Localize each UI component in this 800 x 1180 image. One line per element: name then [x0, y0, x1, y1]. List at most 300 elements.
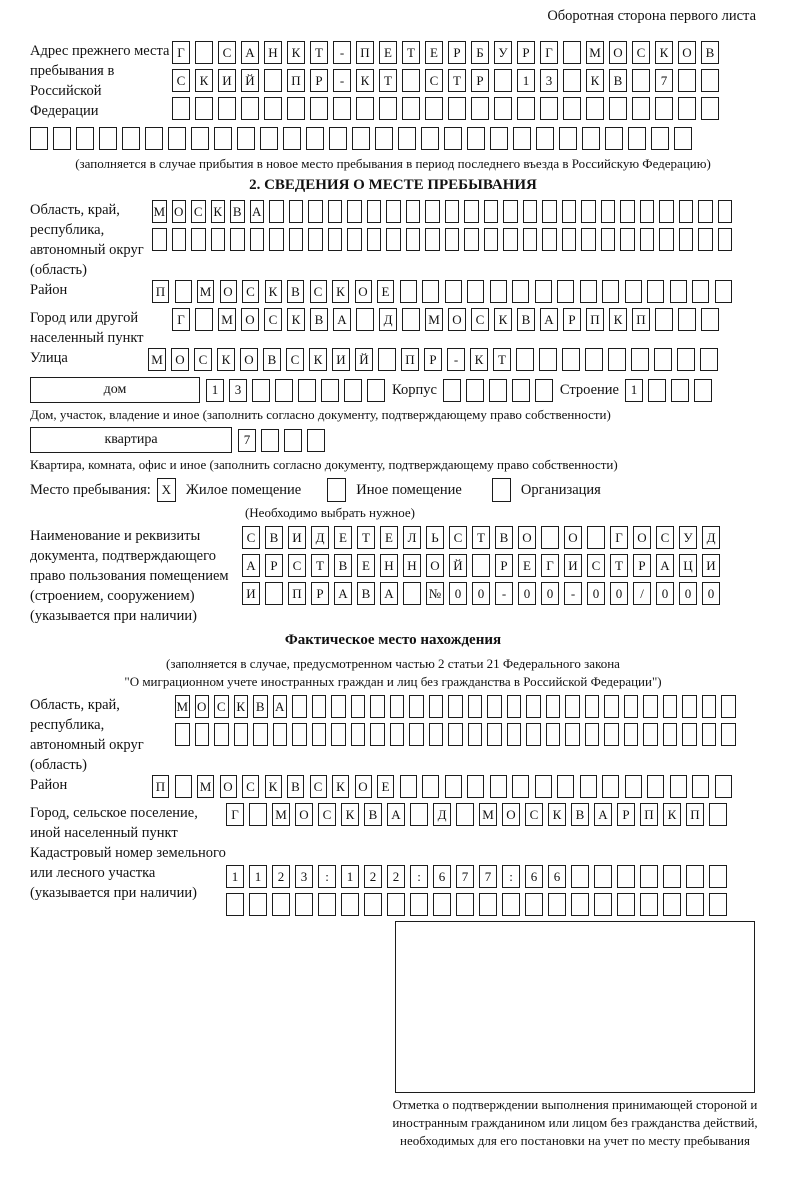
- char-box[interactable]: [655, 97, 673, 120]
- char-box[interactable]: [191, 127, 209, 150]
- char-box[interactable]: [295, 893, 313, 916]
- char-box[interactable]: [721, 695, 736, 718]
- char-box[interactable]: К: [332, 280, 349, 303]
- char-box[interactable]: [670, 775, 687, 798]
- char-box[interactable]: [249, 803, 267, 826]
- char-box[interactable]: [562, 228, 577, 251]
- char-box[interactable]: [390, 723, 405, 746]
- char-box[interactable]: Д: [311, 526, 329, 549]
- char-box[interactable]: 2: [387, 865, 405, 888]
- char-box[interactable]: [663, 865, 681, 888]
- char-box[interactable]: К: [195, 69, 213, 92]
- char-box[interactable]: [390, 695, 405, 718]
- char-box[interactable]: [312, 723, 327, 746]
- char-box[interactable]: [172, 97, 190, 120]
- char-box[interactable]: [356, 308, 374, 331]
- char-box[interactable]: Т: [310, 41, 328, 64]
- char-box[interactable]: [535, 280, 552, 303]
- char-box[interactable]: Р: [265, 554, 283, 577]
- char-box[interactable]: [275, 379, 293, 402]
- char-box[interactable]: [386, 200, 401, 223]
- char-box[interactable]: -: [495, 582, 513, 605]
- char-box[interactable]: [679, 228, 694, 251]
- char-box[interactable]: [264, 97, 282, 120]
- char-box[interactable]: [585, 723, 600, 746]
- char-box[interactable]: О: [518, 526, 536, 549]
- char-box[interactable]: Т: [448, 69, 466, 92]
- char-box[interactable]: Т: [311, 554, 329, 577]
- char-box[interactable]: [625, 280, 642, 303]
- char-box[interactable]: О: [609, 41, 627, 64]
- char-box[interactable]: П: [288, 582, 306, 605]
- char-box[interactable]: Т: [379, 69, 397, 92]
- char-box[interactable]: [585, 695, 600, 718]
- char-box[interactable]: [562, 348, 580, 371]
- char-box[interactable]: Г: [541, 554, 559, 577]
- char-box[interactable]: 0: [541, 582, 559, 605]
- char-box[interactable]: К: [663, 803, 681, 826]
- char-box[interactable]: О: [241, 308, 259, 331]
- char-box[interactable]: В: [287, 775, 304, 798]
- char-box[interactable]: [308, 228, 323, 251]
- char-box[interactable]: [99, 127, 117, 150]
- char-box[interactable]: [582, 127, 600, 150]
- char-box[interactable]: [289, 228, 304, 251]
- char-box[interactable]: Р: [617, 803, 635, 826]
- char-box[interactable]: М: [586, 41, 604, 64]
- char-box[interactable]: М: [218, 308, 236, 331]
- char-box[interactable]: 0: [679, 582, 697, 605]
- char-box[interactable]: [580, 280, 597, 303]
- char-box[interactable]: №: [426, 582, 444, 605]
- char-box[interactable]: Р: [424, 348, 442, 371]
- char-box[interactable]: [261, 429, 279, 452]
- char-box[interactable]: П: [152, 280, 169, 303]
- char-box[interactable]: 0: [449, 582, 467, 605]
- char-box[interactable]: [490, 775, 507, 798]
- char-box[interactable]: [701, 97, 719, 120]
- char-box[interactable]: Е: [425, 41, 443, 64]
- char-box[interactable]: С: [286, 348, 304, 371]
- char-box[interactable]: [602, 775, 619, 798]
- char-box[interactable]: В: [265, 526, 283, 549]
- char-box[interactable]: С: [656, 526, 674, 549]
- char-box[interactable]: [686, 893, 704, 916]
- char-box[interactable]: [585, 348, 603, 371]
- char-box[interactable]: [466, 379, 484, 402]
- char-box[interactable]: [402, 69, 420, 92]
- char-box[interactable]: [409, 695, 424, 718]
- char-box[interactable]: [571, 865, 589, 888]
- char-box[interactable]: [647, 775, 664, 798]
- char-box[interactable]: [663, 893, 681, 916]
- char-box[interactable]: [328, 200, 343, 223]
- char-box[interactable]: [214, 723, 229, 746]
- char-box[interactable]: Д: [702, 526, 720, 549]
- char-box[interactable]: Ь: [426, 526, 444, 549]
- char-box[interactable]: [53, 127, 71, 150]
- char-box[interactable]: О: [355, 280, 372, 303]
- char-box[interactable]: [445, 775, 462, 798]
- char-box[interactable]: 0: [610, 582, 628, 605]
- char-box[interactable]: К: [356, 69, 374, 92]
- char-box[interactable]: А: [242, 554, 260, 577]
- char-box[interactable]: [523, 200, 538, 223]
- char-box[interactable]: Е: [379, 41, 397, 64]
- char-box[interactable]: [682, 695, 697, 718]
- char-box[interactable]: С: [242, 280, 259, 303]
- char-box[interactable]: [448, 723, 463, 746]
- char-box[interactable]: Е: [377, 775, 394, 798]
- char-box[interactable]: Т: [357, 526, 375, 549]
- char-box[interactable]: [310, 97, 328, 120]
- char-box[interactable]: Н: [380, 554, 398, 577]
- char-box[interactable]: [563, 41, 581, 64]
- char-box[interactable]: Т: [402, 41, 420, 64]
- char-box[interactable]: [264, 69, 282, 92]
- char-box[interactable]: [464, 200, 479, 223]
- char-box[interactable]: [292, 695, 307, 718]
- char-box[interactable]: [647, 280, 664, 303]
- char-box[interactable]: П: [686, 803, 704, 826]
- char-box[interactable]: [659, 228, 674, 251]
- char-box[interactable]: О: [355, 775, 372, 798]
- char-box[interactable]: [344, 379, 362, 402]
- char-box[interactable]: К: [287, 308, 305, 331]
- char-box[interactable]: [456, 803, 474, 826]
- char-box[interactable]: К: [655, 41, 673, 64]
- char-box[interactable]: [701, 69, 719, 92]
- char-box[interactable]: С: [194, 348, 212, 371]
- char-box[interactable]: [379, 97, 397, 120]
- char-box[interactable]: [536, 127, 554, 150]
- char-box[interactable]: [671, 379, 689, 402]
- char-box[interactable]: [620, 228, 635, 251]
- char-box[interactable]: [347, 228, 362, 251]
- char-box[interactable]: Н: [264, 41, 282, 64]
- char-box[interactable]: [191, 228, 206, 251]
- char-box[interactable]: :: [410, 865, 428, 888]
- char-box[interactable]: [718, 228, 733, 251]
- char-box[interactable]: [523, 228, 538, 251]
- char-box[interactable]: А: [241, 41, 259, 64]
- char-box[interactable]: [226, 893, 244, 916]
- char-box[interactable]: [624, 695, 639, 718]
- char-box[interactable]: [195, 308, 213, 331]
- char-box[interactable]: [487, 695, 502, 718]
- char-box[interactable]: [516, 348, 534, 371]
- char-box[interactable]: [609, 97, 627, 120]
- char-box[interactable]: 1: [249, 865, 267, 888]
- char-box[interactable]: В: [609, 69, 627, 92]
- char-box[interactable]: [241, 97, 259, 120]
- char-box[interactable]: [594, 893, 612, 916]
- char-box[interactable]: [678, 308, 696, 331]
- char-box[interactable]: П: [586, 308, 604, 331]
- char-box[interactable]: О: [220, 280, 237, 303]
- char-box[interactable]: [678, 97, 696, 120]
- char-box[interactable]: 7: [456, 865, 474, 888]
- char-box[interactable]: [563, 97, 581, 120]
- char-box[interactable]: [507, 695, 522, 718]
- char-box[interactable]: 2: [272, 865, 290, 888]
- char-box[interactable]: [351, 723, 366, 746]
- char-box[interactable]: О: [171, 348, 189, 371]
- char-box[interactable]: К: [341, 803, 359, 826]
- char-box[interactable]: [608, 348, 626, 371]
- char-box[interactable]: С: [449, 526, 467, 549]
- char-box[interactable]: С: [310, 280, 327, 303]
- char-box[interactable]: [640, 893, 658, 916]
- char-box[interactable]: [548, 893, 566, 916]
- char-box[interactable]: 6: [548, 865, 566, 888]
- char-box[interactable]: [406, 228, 421, 251]
- char-box[interactable]: [306, 127, 324, 150]
- char-box[interactable]: В: [571, 803, 589, 826]
- char-box[interactable]: М: [272, 803, 290, 826]
- char-box[interactable]: О: [195, 695, 210, 718]
- char-box[interactable]: [640, 865, 658, 888]
- char-box[interactable]: [433, 893, 451, 916]
- char-box[interactable]: [624, 723, 639, 746]
- char-box[interactable]: Г: [172, 308, 190, 331]
- char-box[interactable]: О: [633, 526, 651, 549]
- char-box[interactable]: [364, 893, 382, 916]
- char-box[interactable]: [648, 379, 666, 402]
- char-box[interactable]: О: [678, 41, 696, 64]
- char-box[interactable]: [617, 893, 635, 916]
- char-box[interactable]: П: [401, 348, 419, 371]
- char-box[interactable]: В: [495, 526, 513, 549]
- char-box[interactable]: [367, 379, 385, 402]
- char-box[interactable]: М: [152, 200, 167, 223]
- char-box[interactable]: [234, 723, 249, 746]
- char-box[interactable]: М: [479, 803, 497, 826]
- char-box[interactable]: К: [309, 348, 327, 371]
- char-box[interactable]: И: [218, 69, 236, 92]
- char-box[interactable]: [702, 695, 717, 718]
- char-box[interactable]: [269, 228, 284, 251]
- char-box[interactable]: 7: [655, 69, 673, 92]
- char-box[interactable]: [386, 228, 401, 251]
- char-box[interactable]: [484, 228, 499, 251]
- char-box[interactable]: [709, 865, 727, 888]
- char-box[interactable]: [559, 127, 577, 150]
- char-box[interactable]: Р: [633, 554, 651, 577]
- char-box[interactable]: 3: [540, 69, 558, 92]
- char-box[interactable]: М: [197, 280, 214, 303]
- char-box[interactable]: А: [656, 554, 674, 577]
- char-box[interactable]: [677, 348, 695, 371]
- char-box[interactable]: В: [701, 41, 719, 64]
- char-box[interactable]: [214, 127, 232, 150]
- char-box[interactable]: К: [586, 69, 604, 92]
- char-box[interactable]: [539, 348, 557, 371]
- char-box[interactable]: [718, 200, 733, 223]
- char-box[interactable]: [494, 97, 512, 120]
- char-box[interactable]: А: [594, 803, 612, 826]
- char-box[interactable]: С: [318, 803, 336, 826]
- char-box[interactable]: Й: [449, 554, 467, 577]
- char-box[interactable]: 0: [518, 582, 536, 605]
- char-box[interactable]: С: [214, 695, 229, 718]
- char-box[interactable]: У: [679, 526, 697, 549]
- char-box[interactable]: [445, 280, 462, 303]
- char-box[interactable]: [272, 893, 290, 916]
- char-box[interactable]: 1: [625, 379, 643, 402]
- char-box[interactable]: [494, 69, 512, 92]
- char-box[interactable]: К: [548, 803, 566, 826]
- char-box[interactable]: [168, 127, 186, 150]
- char-box[interactable]: [467, 127, 485, 150]
- char-box[interactable]: С: [191, 200, 206, 223]
- char-box[interactable]: [517, 97, 535, 120]
- char-box[interactable]: [640, 200, 655, 223]
- char-box[interactable]: [370, 695, 385, 718]
- char-box[interactable]: И: [564, 554, 582, 577]
- char-box[interactable]: О: [295, 803, 313, 826]
- char-box[interactable]: [252, 379, 270, 402]
- char-box[interactable]: [456, 893, 474, 916]
- char-box[interactable]: [632, 69, 650, 92]
- char-box[interactable]: [122, 127, 140, 150]
- char-box[interactable]: 1: [206, 379, 224, 402]
- char-box[interactable]: [525, 893, 543, 916]
- char-box[interactable]: [484, 200, 499, 223]
- char-box[interactable]: [375, 127, 393, 150]
- char-box[interactable]: [421, 127, 439, 150]
- char-box[interactable]: [318, 893, 336, 916]
- char-box[interactable]: [406, 200, 421, 223]
- char-box[interactable]: [535, 775, 552, 798]
- char-box[interactable]: [464, 228, 479, 251]
- char-box[interactable]: В: [287, 280, 304, 303]
- char-box[interactable]: [284, 429, 302, 452]
- char-box[interactable]: [643, 723, 658, 746]
- char-box[interactable]: У: [494, 41, 512, 64]
- char-box[interactable]: [625, 775, 642, 798]
- char-box[interactable]: [253, 723, 268, 746]
- char-box[interactable]: [367, 200, 382, 223]
- char-box[interactable]: [709, 803, 727, 826]
- char-box[interactable]: [472, 554, 490, 577]
- char-box[interactable]: [352, 127, 370, 150]
- char-box[interactable]: В: [334, 554, 352, 577]
- char-box[interactable]: [230, 228, 245, 251]
- char-box[interactable]: [512, 379, 530, 402]
- char-box[interactable]: 0: [656, 582, 674, 605]
- char-box[interactable]: Г: [172, 41, 190, 64]
- char-box[interactable]: М: [175, 695, 190, 718]
- char-box[interactable]: [425, 228, 440, 251]
- char-box[interactable]: [467, 775, 484, 798]
- char-box[interactable]: [617, 865, 635, 888]
- char-box[interactable]: [331, 695, 346, 718]
- char-box[interactable]: [403, 582, 421, 605]
- char-box[interactable]: [715, 775, 732, 798]
- char-box[interactable]: [701, 308, 719, 331]
- char-box[interactable]: [351, 695, 366, 718]
- char-box[interactable]: [670, 280, 687, 303]
- char-box[interactable]: Т: [493, 348, 511, 371]
- char-box[interactable]: Т: [610, 554, 628, 577]
- char-box[interactable]: [331, 723, 346, 746]
- char-box[interactable]: [30, 127, 48, 150]
- char-box[interactable]: 7: [479, 865, 497, 888]
- char-box[interactable]: [448, 695, 463, 718]
- char-box[interactable]: [175, 723, 190, 746]
- char-box[interactable]: [312, 695, 327, 718]
- char-box[interactable]: И: [288, 526, 306, 549]
- char-box[interactable]: [402, 308, 420, 331]
- char-box[interactable]: -: [447, 348, 465, 371]
- char-box[interactable]: К: [211, 200, 226, 223]
- char-box[interactable]: [542, 228, 557, 251]
- char-box[interactable]: [260, 127, 278, 150]
- char-box[interactable]: Й: [355, 348, 373, 371]
- char-box[interactable]: [502, 893, 520, 916]
- char-box[interactable]: [557, 280, 574, 303]
- char-box[interactable]: Д: [379, 308, 397, 331]
- char-box[interactable]: [605, 127, 623, 150]
- char-box[interactable]: [370, 723, 385, 746]
- char-box[interactable]: Е: [518, 554, 536, 577]
- char-box[interactable]: 3: [229, 379, 247, 402]
- char-box[interactable]: 1: [341, 865, 359, 888]
- char-box[interactable]: [601, 228, 616, 251]
- char-box[interactable]: [692, 280, 709, 303]
- char-box[interactable]: Е: [357, 554, 375, 577]
- char-box[interactable]: [709, 893, 727, 916]
- char-box[interactable]: [265, 582, 283, 605]
- char-box[interactable]: [145, 127, 163, 150]
- char-box[interactable]: О: [220, 775, 237, 798]
- char-box[interactable]: [175, 280, 192, 303]
- char-box[interactable]: [535, 379, 553, 402]
- char-box[interactable]: [211, 228, 226, 251]
- char-box[interactable]: :: [318, 865, 336, 888]
- char-box[interactable]: [565, 723, 580, 746]
- char-box[interactable]: [152, 228, 167, 251]
- char-box[interactable]: О: [448, 308, 466, 331]
- char-box[interactable]: [448, 97, 466, 120]
- char-box[interactable]: Е: [377, 280, 394, 303]
- char-box[interactable]: А: [387, 803, 405, 826]
- char-box[interactable]: [643, 695, 658, 718]
- char-box[interactable]: К: [332, 775, 349, 798]
- char-box[interactable]: [563, 69, 581, 92]
- char-box[interactable]: [445, 200, 460, 223]
- char-box[interactable]: [581, 228, 596, 251]
- char-box[interactable]: [546, 723, 561, 746]
- char-box[interactable]: С: [242, 526, 260, 549]
- char-box[interactable]: [640, 228, 655, 251]
- char-box[interactable]: [387, 893, 405, 916]
- char-box[interactable]: И: [242, 582, 260, 605]
- char-box[interactable]: К: [217, 348, 235, 371]
- char-box[interactable]: [329, 127, 347, 150]
- char-box[interactable]: Ц: [679, 554, 697, 577]
- char-box[interactable]: [715, 280, 732, 303]
- char-box[interactable]: [692, 775, 709, 798]
- char-box[interactable]: О: [564, 526, 582, 549]
- char-box[interactable]: С: [310, 775, 327, 798]
- char-box[interactable]: Д: [433, 803, 451, 826]
- char-box[interactable]: Р: [495, 554, 513, 577]
- char-box[interactable]: [489, 379, 507, 402]
- char-box[interactable]: [632, 97, 650, 120]
- char-box[interactable]: [571, 893, 589, 916]
